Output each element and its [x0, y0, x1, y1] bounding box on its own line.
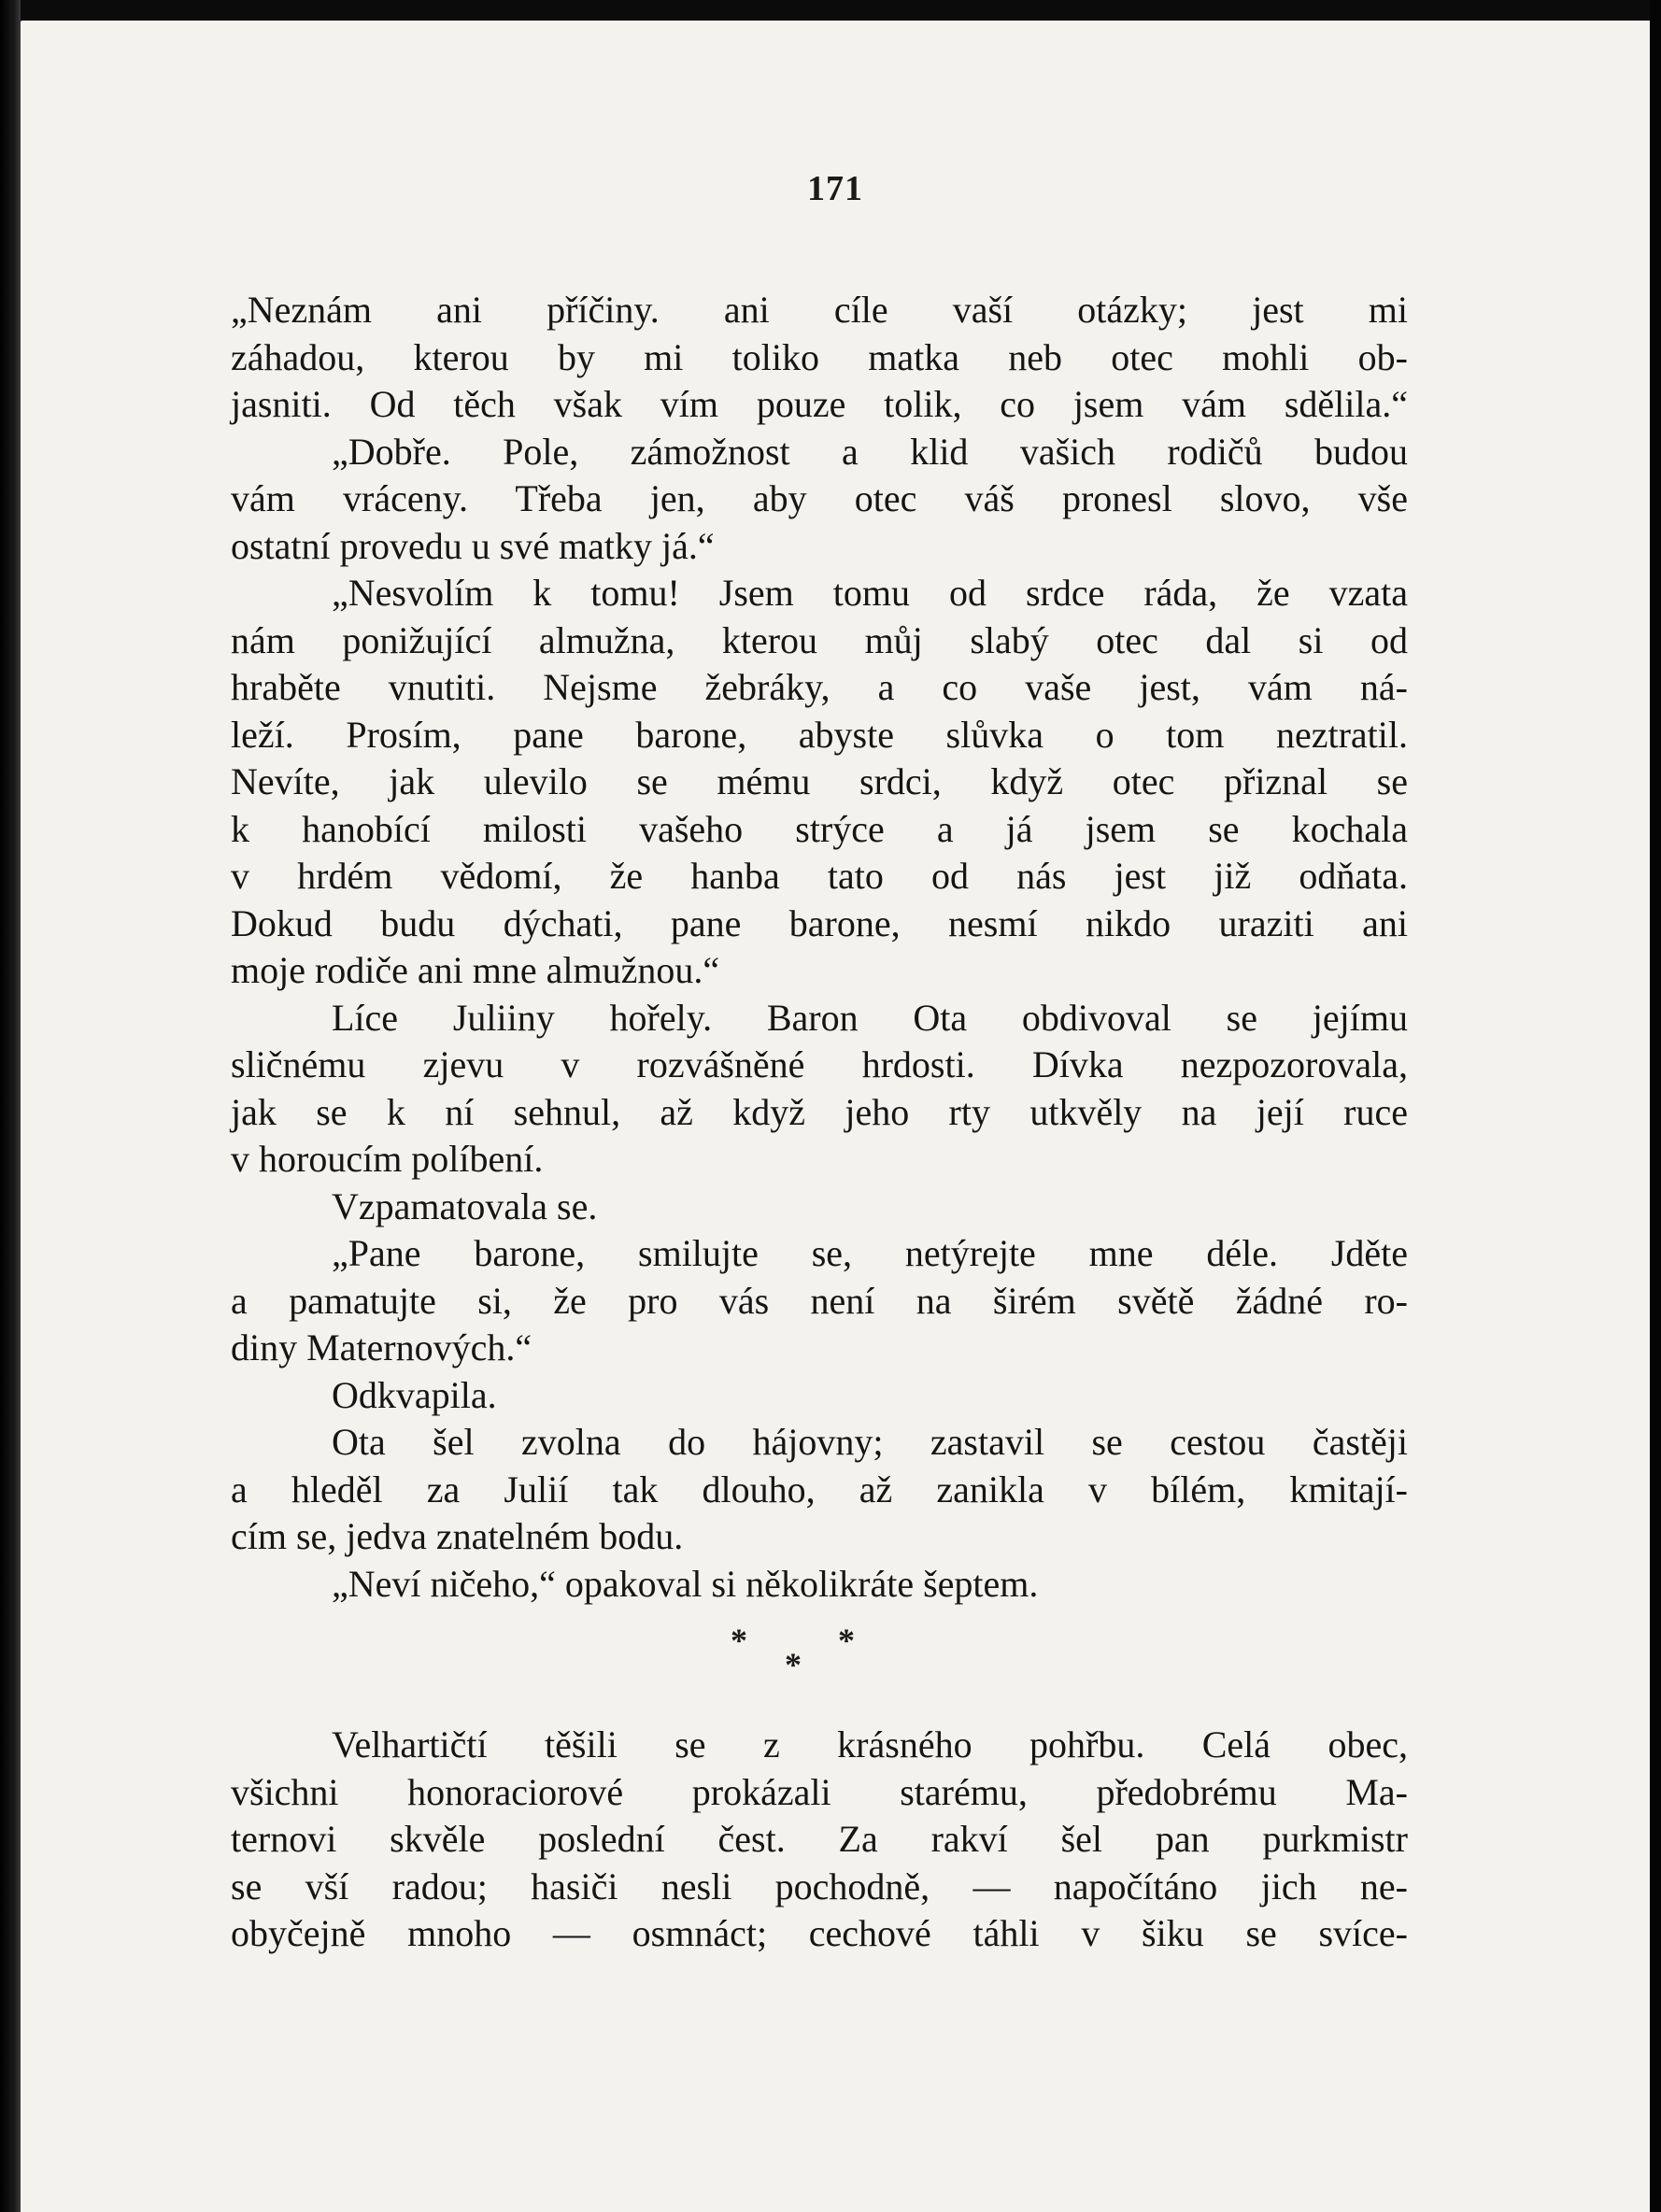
- text-line: „Pane barone, smilujte se, netýrejte mne déle. Jděte: [332, 1232, 1408, 1274]
- separator-star: *: [785, 1646, 802, 1683]
- text-line: se vší radou; hasiči nesli pochodně, — napočítáno jich ne-: [231, 1865, 1408, 1907]
- text-line: Odkvapila.: [332, 1373, 497, 1416]
- text-line: všichni honoraciorové prokázali starému, předobrému Ma-: [231, 1770, 1408, 1813]
- book-page: [21, 21, 1650, 2212]
- text-line: Ota šel zvolna do hájovny; zastavil se cestou častěji: [332, 1421, 1408, 1463]
- separator-star: *: [731, 1622, 747, 1659]
- text-line: cím se, jedva znatelném bodu.: [231, 1515, 684, 1557]
- text-line: Líce Juliiny hořely. Baron Ota obdivoval se jejímu: [332, 996, 1408, 1039]
- text-line: ternovi skvěle poslední čest. Za rakví šel pan purkmistr: [231, 1818, 1408, 1860]
- page-right-edge: [1650, 0, 1661, 2212]
- text-line: v horoucím políbení.: [231, 1138, 544, 1180]
- text-line: v hrdém vědomí, že hanba tato od nás jest již odňata.: [231, 855, 1408, 897]
- text-line: „Nesvolím k tomu! Jsem tomu od srdce ráda, že vzata: [332, 572, 1408, 614]
- page-number: 171: [807, 169, 863, 208]
- text-line: ostatní provedu u své matky já.“: [231, 524, 715, 567]
- text-line: sličnému zjevu v rozvášněné hrdosti. Dívka nezpozorovala,: [231, 1043, 1408, 1085]
- text-line: Dokud budu dýchati, pane barone, nesmí nikdo uraziti ani: [231, 901, 1408, 944]
- text-line: vám vráceny. Třeba jen, aby otec váš pronesl slovo, vše: [231, 477, 1408, 519]
- text-line: diny Maternových.“: [231, 1326, 532, 1368]
- text-line: a pamatujte si, že pro vás není na širém světě žádné ro-: [231, 1279, 1408, 1322]
- text-line: moje rodiče ani mne almužnou.“: [231, 949, 720, 991]
- text-line: „Neví ničeho,“ opakoval si několikráte šeptem.: [332, 1562, 1039, 1605]
- text-line: k hanobící milosti vašeho strýce a já jsem se kochala: [231, 807, 1408, 850]
- text-line: „Dobře. Pole, zámožnost a klid vašich rodičů budou: [332, 430, 1408, 473]
- text-line: Velhartičtí těšili se z krásného pohřbu. Celá obec,: [332, 1723, 1408, 1765]
- text-line: „Neznám ani příčiny. ani cíle vaší otázky; jest mi: [231, 289, 1408, 331]
- text-line: nám ponižující almužna, kterou můj slabý otec dal si od: [231, 618, 1408, 661]
- book-spine-shadow: [0, 0, 21, 2212]
- section-separator: [231, 1608, 1408, 1701]
- separator-star: *: [838, 1622, 855, 1659]
- text-line: záhadou, kterou by mi toliko matka neb otec mohli ob-: [231, 335, 1408, 378]
- text-line: a hleděl za Julií tak dlouho, až zanikla v bílém, kmitají-: [231, 1468, 1408, 1510]
- text-line: Vzpamatovala se.: [332, 1184, 598, 1227]
- text-line: jasniti. Od těch však vím pouze tolik, co jsem vám sdělila.“: [231, 383, 1408, 425]
- text-line: obyčejně mnoho — osmnáct; cechové táhli v šiku se svíce-: [231, 1912, 1408, 1954]
- text-line: leží. Prosím, pane barone, abyste slůvka o tom neztratil.: [231, 713, 1408, 756]
- text-line: Nevíte, jak ulevilo se mému srdci, když otec přiznal se: [231, 760, 1408, 802]
- text-line: hraběte vnutiti. Nejsme žebráky, a co vaše jest, vám ná-: [231, 666, 1408, 708]
- text-line: jak se k ní sehnul, až když jeho rty utkvěly na její ruce: [231, 1090, 1408, 1133]
- body-text: [231, 287, 1408, 1958]
